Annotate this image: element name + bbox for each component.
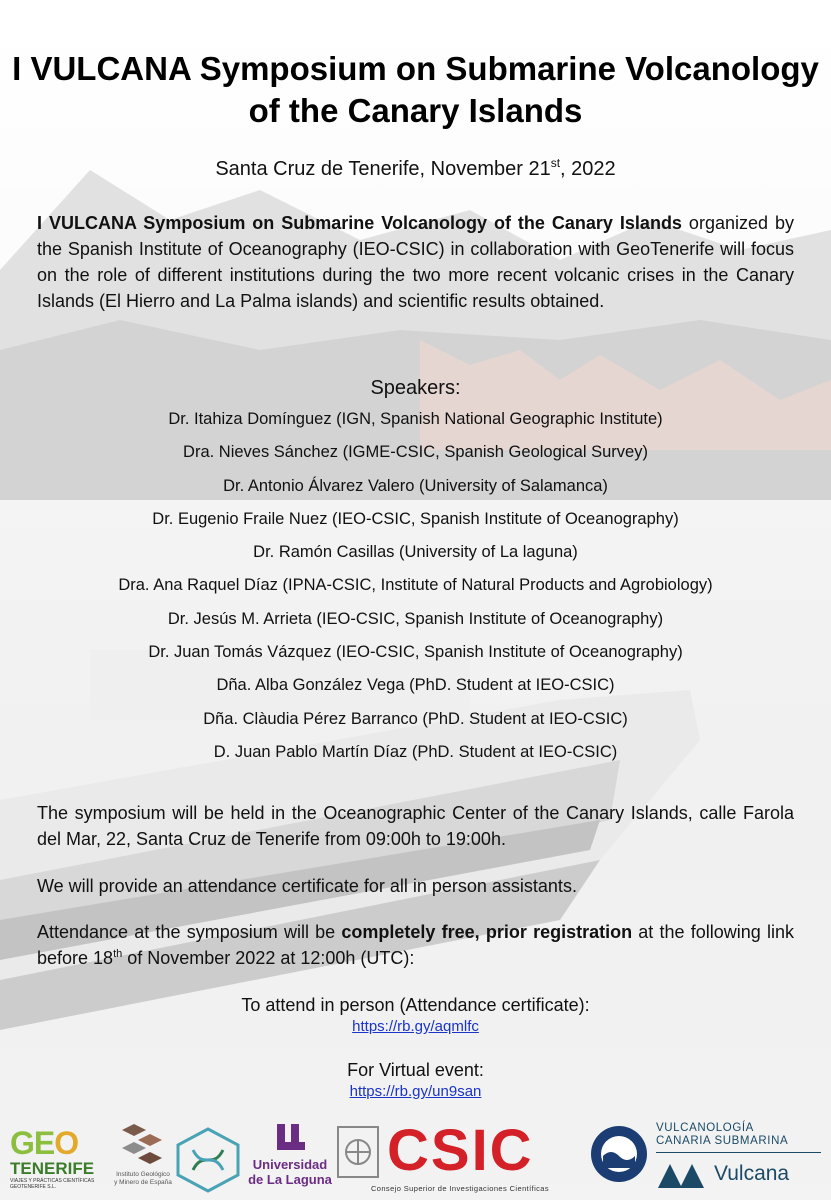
geotenerife-mark (10, 1126, 105, 1160)
speaker-item: Dra. Nieves Sánchez (IGME-CSIC, Spanish Geological Survey) (183, 443, 648, 462)
csic-wordmark: CSIC (387, 1118, 534, 1183)
speakers-heading: Speakers: (370, 377, 461, 399)
dateline-suffix: st (550, 156, 561, 170)
hexagon-dna-logo (173, 1126, 243, 1194)
vulcana-text (656, 1122, 788, 1148)
in-person-link[interactable]: https://rb.gy/aqmlfc (352, 1018, 479, 1035)
geo-letters: GE (10, 1125, 55, 1161)
csic-emblem-icon (335, 1124, 381, 1180)
csic-subtitle: Consejo Superior de Investigaciones Científicas (370, 1184, 550, 1193)
speaker-item: Dr. Jesús M. Arrieta (IEO-CSIC, Spanish Institute of Oceanography) (167, 609, 664, 628)
speaker-item: Dña. Alba González Vega (PhD. Student at IEO-CSIC) (216, 676, 615, 695)
csic-logo (335, 1118, 585, 1196)
ull-line2: de La Laguna (248, 1172, 332, 1187)
dateline (0, 156, 831, 182)
virtual-link[interactable]: https://rb.gy/un9san (349, 1083, 482, 1100)
speaker-item: Dña. Clàudia Pérez Barranco (PhD. Student at IEO-CSIC) (203, 709, 628, 728)
vulcana-logo (656, 1118, 826, 1198)
speaker-item: Dr. Ramón Casillas (University of La laguna) (253, 543, 578, 562)
speaker-item: Dra. Ana Raquel Díaz (IPNA-CSIC, Institute of Natural Products and Agrobiology) (118, 576, 713, 595)
geotenerife-word: TENERIFE (10, 1159, 95, 1178)
attendance-sup: th (113, 948, 123, 960)
geotenerife-logo (10, 1126, 105, 1192)
virtual-label: For Virtual event: (347, 1060, 484, 1080)
speaker-item: Dr. Juan Tomás Vázquez (IEO-CSIC, Spanish Institute of Oceanography) (148, 643, 683, 662)
ieo-emblem-icon (589, 1124, 649, 1184)
geo-o: O (54, 1125, 79, 1161)
attendance-post: of November 2022 at 12:00h (UTC): (122, 948, 415, 968)
speaker-item: Dr. Itahiza Domínguez (IGN, Spanish National Geographic Institute) (168, 410, 663, 428)
igme-logo (112, 1122, 174, 1194)
igme-emblem-icon (120, 1122, 166, 1166)
vulcana-line2: CANARIA SUBMARINA (656, 1135, 789, 1147)
ull-emblem-icon (273, 1122, 307, 1152)
ieo-logo (589, 1124, 649, 1184)
geotenerife-subtitle: VIAJES Y PRÁCTICAS CIENTÍFICAS GEOTENERIFE S.L. (10, 1178, 95, 1190)
in-person-label: To attend in person (Attendance certificate): (241, 995, 590, 1015)
intro-rest: organized by the Spanish Institute of Oceanography (IEO-CSIC) in collaboration with GeoTenerife will focus on the role of different institutions during the two more recent volcanic crises in the Canary Islands (El Hierro and La Palma islands) and scientific results obtained. (37, 213, 794, 311)
vulcana-line1: VULCANOLOGÍA (656, 1122, 754, 1134)
attendance-bold: completely free, prior registration (341, 922, 633, 942)
ull-line1: Universidad (252, 1157, 328, 1172)
igme-line1: Instituto Geológico (116, 1171, 170, 1178)
virtual-registration (0, 1058, 831, 1102)
certificate-paragraph: We will provide an attendance certificate for all in person assistants. (37, 876, 577, 896)
venue-paragraph: The symposium will be held in the Oceanographic Center of the Canary Islands, calle Farola del Mar, 22, Santa Cruz de Tenerife from 09:00h to 19:00h. (37, 803, 794, 849)
speaker-item: D. Juan Pablo Martín Díaz (PhD. Student at IEO-CSIC) (213, 742, 618, 761)
dna-hexagon-icon (173, 1126, 243, 1194)
attendance-paragraph (37, 919, 794, 971)
dateline-text: Santa Cruz de Tenerife, November 21 (215, 158, 551, 180)
page-title: I VULCANA Symposium on Submarine Volcanology of the Canary Islands (12, 50, 819, 129)
attendance-pre: Attendance at the symposium will be (37, 922, 342, 942)
sponsor-logos (0, 1118, 831, 1200)
dateline-year: , 2022 (560, 158, 616, 180)
igme-line2: y Minero de España (114, 1178, 172, 1186)
vulcana-name: Vulcana (714, 1162, 790, 1185)
speaker-item: Dr. Antonio Álvarez Valero (University of Salamanca) (223, 476, 608, 495)
vulcana-divider (656, 1152, 821, 1153)
in-person-registration (0, 993, 831, 1037)
ull-logo (248, 1122, 332, 1196)
intro-paragraph (37, 210, 794, 314)
speakers-list (0, 409, 831, 775)
speaker-item: Dr. Eugenio Fraile Nuez (IEO-CSIC, Spanish Institute of Oceanography) (152, 509, 679, 528)
intro-bold-lead: I VULCANA Symposium on Submarine Volcanology of the Canary Islands (37, 213, 682, 233)
attendance-mid: at the following link before 18 (37, 922, 795, 968)
vulcana-triangles-icon (658, 1162, 708, 1188)
